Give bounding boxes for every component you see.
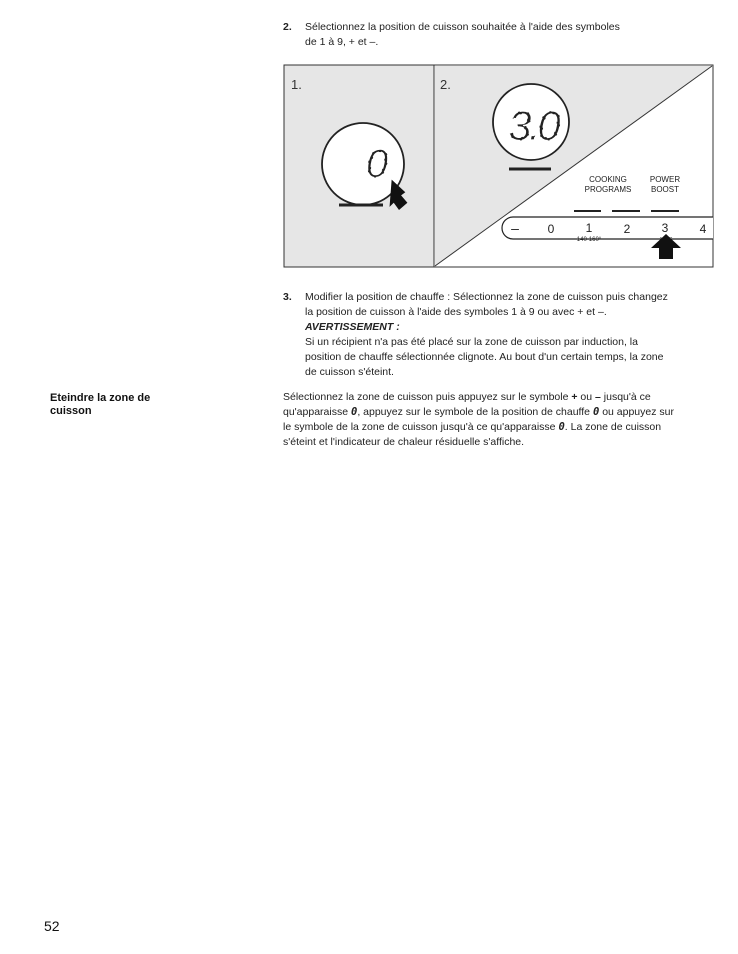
warning-text-line: Si un récipient n'a pas été placé sur la zone de cuisson par induction, la	[305, 336, 638, 348]
page-number: 52	[44, 918, 60, 934]
minus-symbol: –	[595, 391, 601, 403]
step-number: 3.	[283, 291, 292, 303]
step-2	[283, 20, 723, 52]
temperature-range-label: 140-160°	[576, 237, 602, 243]
display-1-digit: 0	[365, 142, 389, 186]
cooking-programs-label: COOKING	[589, 175, 627, 184]
warning-text-line: position de chauffe sélectionnée clignote. Au bout d'un certain temps, la zone	[305, 351, 664, 363]
panel-2-label: 2.	[440, 77, 451, 92]
step-text-line: Modifier la position de chauffe : Sélectionnez la zone de cuisson puis changez	[305, 291, 668, 303]
zero-symbol: 0	[592, 406, 600, 418]
power-boost-label: POWER	[649, 175, 681, 184]
warning-title: AVERTISSEMENT :	[305, 321, 400, 333]
step-text-line: la position de cuisson à l'aide des symboles 1 à 9 ou avec + et –.	[305, 306, 607, 318]
step-text-line: Sélectionnez la position de cuisson souhaitée à l'aide des symboles	[305, 21, 620, 33]
warning-text-line: de cuisson s'éteint.	[305, 366, 394, 378]
slider-minus[interactable]: –	[511, 220, 519, 236]
section-paragraph: Sélectionnez la zone de cuisson puis appuyez sur le symbole + ou – jusqu'à ce qu'apparaisse 0, appuyez sur le symbole de la position de chauffe 0 ou appuyez sur le symbole de la zone de cuisson jusqu'à ce qu'apparaisse 0. La zone de cuisson s'éteint et l'indicateur de chaleur résiduelle s'affiche.	[283, 391, 674, 448]
plus-symbol: +	[571, 391, 578, 403]
step-3	[283, 290, 723, 380]
slider-number[interactable]: 4	[699, 222, 707, 236]
zero-symbol: 0	[558, 421, 565, 433]
panel-1-label: 1.	[291, 77, 302, 92]
power-boost-label: BOOST	[650, 185, 680, 194]
slider-number[interactable]: 0	[547, 222, 555, 236]
step-number: 2.	[283, 21, 292, 33]
section-heading: Eteindre la zone de cuisson	[50, 392, 151, 417]
slider-number[interactable]: 2	[623, 222, 631, 236]
step-text	[305, 290, 668, 380]
touch-slider[interactable]	[502, 217, 713, 239]
step-text-line: de 1 à 9, + et –.	[305, 36, 379, 48]
display-2-digits: 3.0	[508, 102, 558, 149]
step-text	[305, 20, 620, 50]
cooktop-figure	[283, 64, 714, 268]
zero-symbol: 0	[350, 406, 358, 418]
slider-number[interactable]: 3	[661, 221, 669, 235]
slider-number[interactable]: 1	[585, 221, 593, 235]
cooking-programs-label: PROGRAMS	[584, 185, 632, 194]
